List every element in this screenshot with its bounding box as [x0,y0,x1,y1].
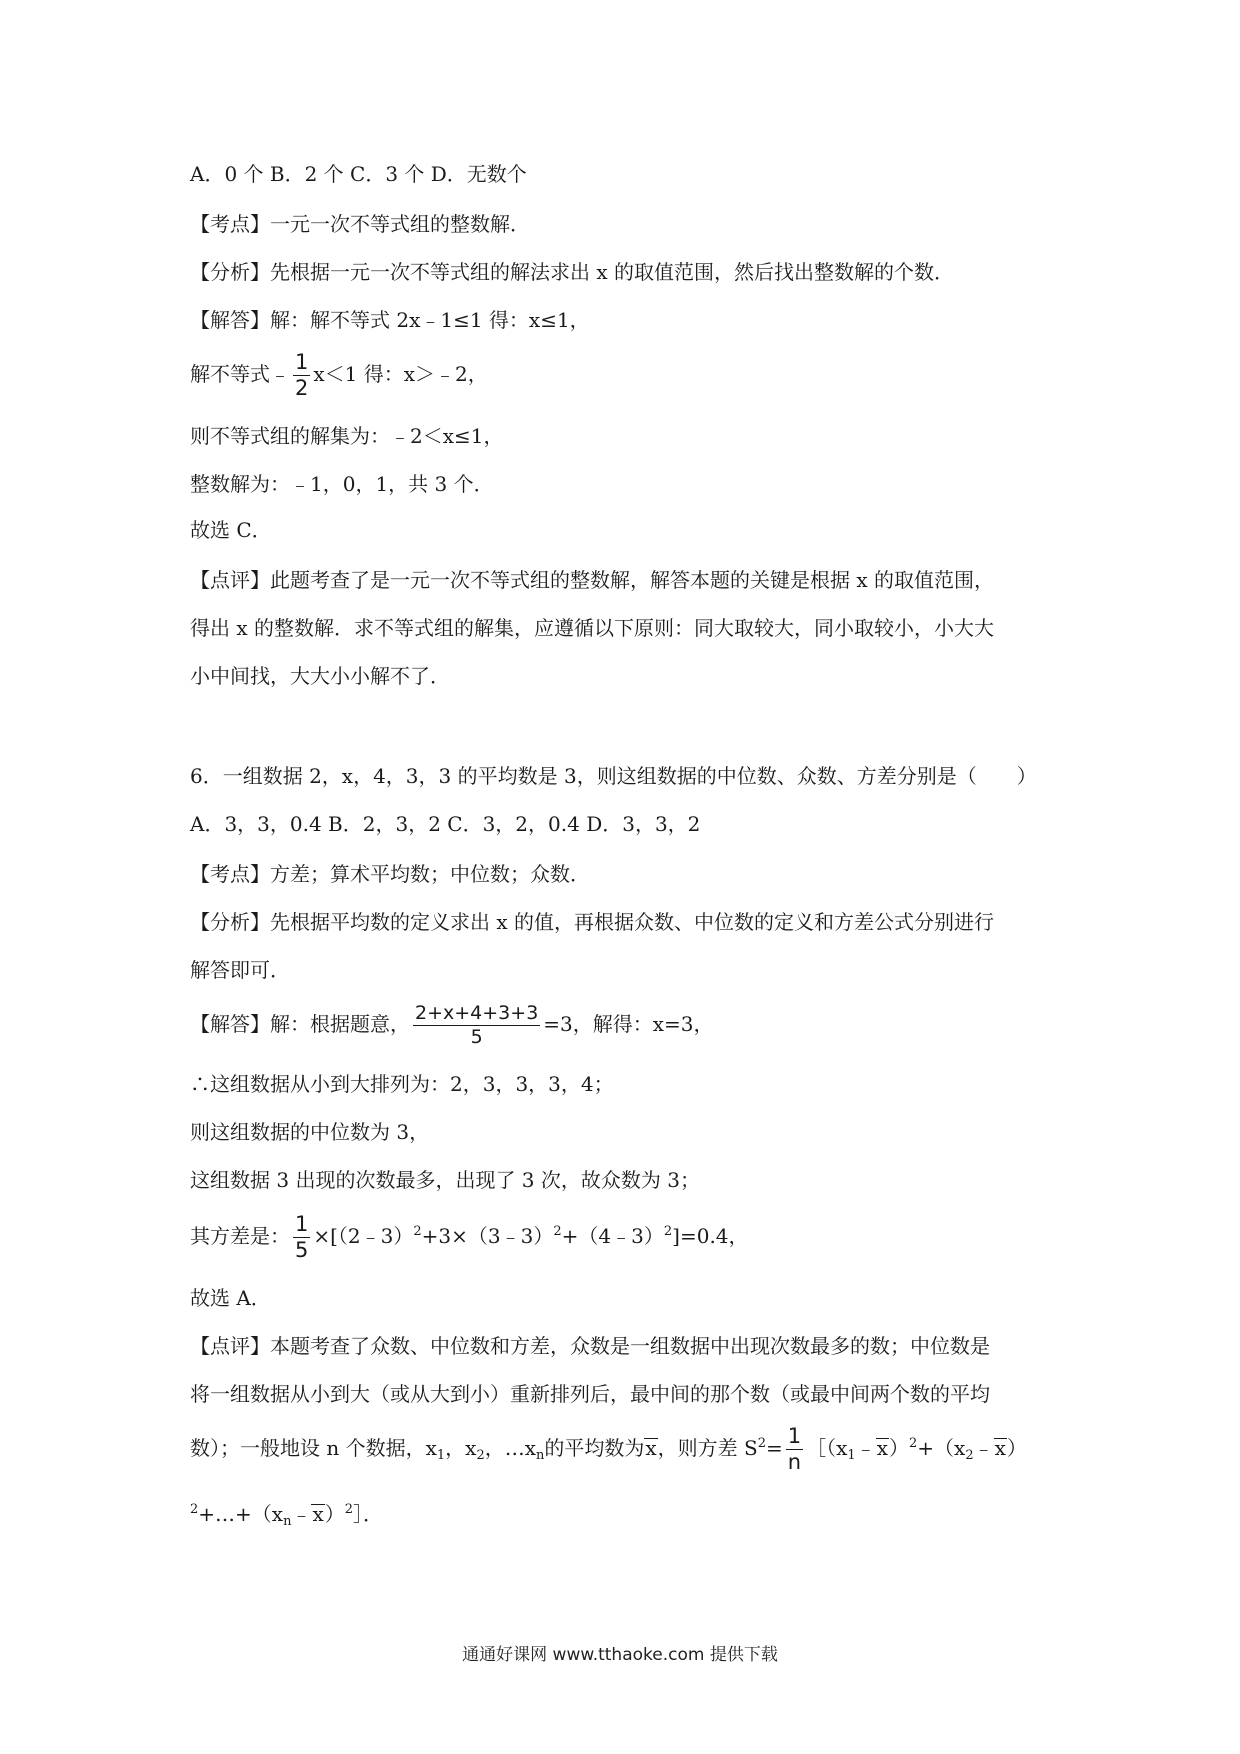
subscript: 1 [436,1448,446,1463]
q6-jieda-2: ∴这组数据从小到大排列为：2，3，3，3，4； [190,1072,614,1096]
q6-dianping-4 [190,1496,1070,1536]
q5-kaodian: 【考点】一元一次不等式组的整数解． [190,212,530,236]
q5-dianping-2: 得出 x 的整数解．求不等式组的解集，应遵循以下原则：同大取较大，同小取较小，小大大 [190,616,994,640]
q6-jieda-6: 故选 A． [190,1286,271,1310]
fraction-one-fifth [293,1214,310,1261]
q6-dianping-1: 【点评】本题考查了众数、中位数和方差，众数是一组数据中出现次数最多的数；中位数是 [190,1334,990,1358]
q6-fenxi-2: 解答即可． [190,958,290,982]
q6-jieda-3: 则这组数据的中位数为 3， [190,1120,430,1144]
variance-term: ×[（2﹣3） [313,1224,414,1248]
text: ﹣ [973,1436,994,1460]
text: +（x [917,1436,966,1460]
q6-jieda-5 [190,1214,1070,1261]
q5-jieda-2-pre: 解不等式﹣ [190,362,290,386]
fraction-denominator: 2 [295,376,309,400]
fraction-numerator: 1 [787,1424,802,1448]
fraction-numerator: 2+x+4+3+3 [415,1002,539,1024]
fraction-numerator: 1 [295,1212,309,1236]
q5-jieda-3: 则不等式组的解集为：﹣2＜x≤1， [190,424,504,448]
text: ） [1006,1436,1027,1460]
text: ［（x [806,1436,848,1460]
q5-jieda-4: 整数解为：﹣1，0，1，共 3 个． [190,472,494,496]
text: 数）；一般地设 n 个数据，x [190,1436,437,1460]
fraction-denominator: 5 [470,1026,483,1048]
text: ，x [445,1436,477,1460]
q6-jieda-1-pre: 【解答】解：根据题意， [190,1012,410,1036]
q6-question: 6．一组数据 2，x，4，3，3 的平均数是 3，则这组数据的中位数、众数、方差分别是（ ） [190,764,1037,788]
q5-dianping-1: 【点评】此题考查了是一元一次不等式组的整数解，解答本题的关键是根据 x 的取值范围， [190,568,994,592]
superscript: 2 [757,1436,766,1451]
fraction-denominator: n [787,1450,802,1474]
text: ） [888,1436,909,1460]
q5-options: A．0 个 B．2 个 C．3 个 D．无数个 [190,162,527,186]
q6-dianping-3 [190,1426,1070,1473]
q5-jieda-5: 故选 C． [190,518,272,542]
x-bar: x [645,1436,657,1460]
fraction-denominator: 5 [295,1238,309,1262]
superscript: 2 [190,1502,199,1517]
text: ，…x [484,1436,536,1460]
subscript: 2 [965,1448,974,1463]
text: ，则方差 S [657,1436,758,1460]
q5-jieda-2 [190,352,1070,399]
x-bar: x [876,1436,888,1460]
footer-watermark: 通通好课网 www.tthaoke.com 提供下载 [462,1645,778,1665]
subscript: n [283,1514,292,1529]
subscript: n [536,1448,545,1463]
q6-kaodian: 【考点】方差；算术平均数；中位数；众数． [190,862,590,886]
text: ﹣ [855,1436,876,1460]
fraction-one-half [293,352,310,399]
superscript: 2 [413,1224,422,1239]
q6-fenxi-1: 【分析】先根据平均数的定义求出 x 的值，再根据众数、中位数的定义和方差公式分别进行 [190,910,994,934]
superscript: 2 [344,1502,354,1517]
q5-jieda-1: 【解答】解：解不等式 2x﹣1≤1 得：x≤1， [190,308,590,332]
q5-dianping-3: 小中间找，大大小小解不了． [190,664,450,688]
fraction-numerator: 1 [295,350,309,374]
superscript: 2 [663,1224,673,1239]
q6-jieda-1-post: =3，解得：x=3， [543,1012,714,1036]
variance-label: 其方差是： [190,1224,290,1248]
x-bar: x [312,1502,324,1526]
subscript: 2 [476,1448,485,1463]
q6-options: A．3，3，0.4 B．2，3，2 C．3，2，0.4 D．3，3，2 [190,812,701,836]
q5-fenxi: 【分析】先根据一元一次不等式组的解法求出 x 的取值范围，然后找出整数解的个数． [190,260,954,284]
fraction-one-over-n [786,1426,803,1473]
text: = [766,1436,783,1460]
fraction-mean [413,1004,540,1047]
q6-jieda-4: 这组数据 3 出现的次数最多，出现了 3 次，故众数为 3； [190,1168,700,1192]
text: 的平均数为 [544,1436,645,1460]
text: ﹣ [291,1502,312,1526]
variance-term: +3×（3﹣3） [421,1224,554,1248]
q6-jieda-1 [190,1004,1070,1047]
q5-jieda-2-post: x＜1 得：x＞﹣2， [313,362,488,386]
superscript: 2 [553,1224,562,1239]
text: ） [324,1502,345,1526]
variance-result: ]=0.4， [672,1224,749,1248]
subscript: 1 [847,1448,856,1463]
superscript: 2 [908,1436,918,1451]
x-bar: x [994,1436,1006,1460]
q6-dianping-2: 将一组数据从小到大（或从大到小）重新排列后，最中间的那个数（或最中间两个数的平均 [190,1382,990,1406]
variance-term: +（4﹣3） [561,1224,664,1248]
text: +…+（x [198,1502,284,1526]
text: ］． [353,1502,384,1526]
